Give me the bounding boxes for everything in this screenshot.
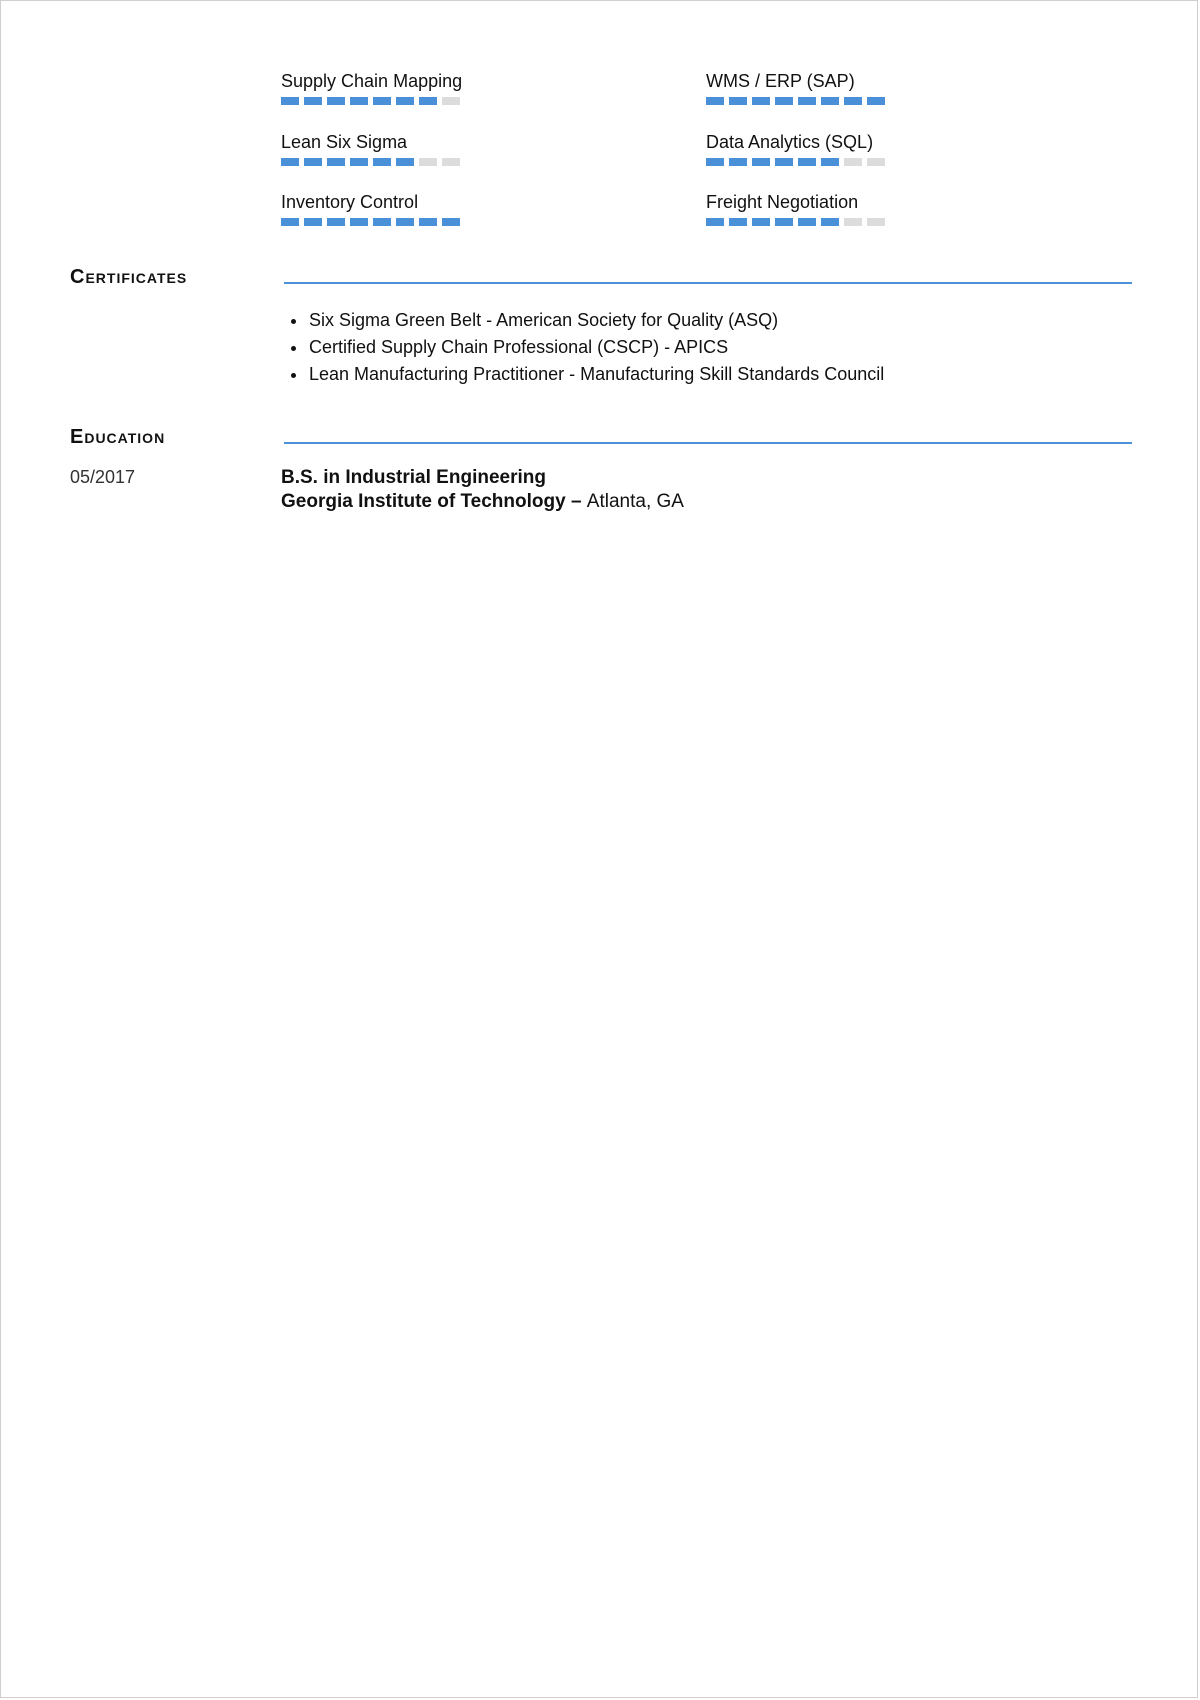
rating-segment-filled <box>844 97 862 105</box>
rating-segment-filled <box>775 97 793 105</box>
education-divider <box>284 442 1132 444</box>
rating-segment-filled <box>706 158 724 166</box>
rating-segment-filled <box>281 218 299 226</box>
rating-segment-filled <box>327 97 345 105</box>
rating-segment-filled <box>396 97 414 105</box>
rating-segment-filled <box>373 218 391 226</box>
skill-item <box>706 70 946 105</box>
education-separator: – <box>565 491 587 512</box>
skill-label: WMS / ERP (SAP) <box>706 71 855 91</box>
rating-segment-filled <box>419 97 437 105</box>
rating-segment-filled <box>396 158 414 166</box>
rating-segment-filled <box>304 218 322 226</box>
certificate-item: • Certified Supply Chain Professional (CSCP) - APICS <box>308 334 1128 361</box>
rating-segment-filled <box>373 158 391 166</box>
skill-item <box>281 70 521 105</box>
skill-rating-bar <box>706 218 946 226</box>
rating-segment-filled <box>373 97 391 105</box>
skill-rating-bar <box>706 158 946 166</box>
certificates-heading: Certificates <box>70 266 188 288</box>
skill-item <box>706 131 946 166</box>
rating-segment-filled <box>706 97 724 105</box>
skill-rating-bar <box>281 97 521 105</box>
skill-label: Data Analytics (SQL) <box>706 132 874 152</box>
rating-segment-filled <box>419 218 437 226</box>
rating-segment-filled <box>729 97 747 105</box>
rating-segment-filled <box>752 158 770 166</box>
rating-segment-filled <box>821 158 839 166</box>
education-school-line <box>281 490 684 514</box>
rating-segment-filled <box>867 97 885 105</box>
skill-rating-bar <box>281 218 521 226</box>
rating-segment-filled <box>729 218 747 226</box>
rating-segment-filled <box>327 158 345 166</box>
rating-segment-filled <box>821 97 839 105</box>
rating-segment-filled <box>798 97 816 105</box>
skill-rating-bar <box>706 97 946 105</box>
certificate-item: • Six Sigma Green Belt - American Society for Quality (ASQ) <box>308 307 1128 334</box>
skill-item <box>281 191 521 226</box>
rating-segment-filled <box>729 158 747 166</box>
rating-segment-filled <box>281 158 299 166</box>
rating-segment-filled <box>798 158 816 166</box>
skill-label: Lean Six Sigma <box>281 132 408 152</box>
rating-segment-empty <box>442 158 460 166</box>
rating-segment-filled <box>752 97 770 105</box>
skill-label: Supply Chain Mapping <box>281 71 463 91</box>
education-degree: B.S. in Industrial Engineering <box>281 467 546 488</box>
rating-segment-empty <box>844 158 862 166</box>
rating-segment-filled <box>281 97 299 105</box>
rating-segment-empty <box>419 158 437 166</box>
rating-segment-filled <box>350 158 368 166</box>
rating-segment-filled <box>798 218 816 226</box>
rating-segment-filled <box>350 97 368 105</box>
rating-segment-filled <box>304 158 322 166</box>
rating-segment-filled <box>706 218 724 226</box>
rating-segment-filled <box>396 218 414 226</box>
rating-segment-filled <box>775 158 793 166</box>
rating-segment-empty <box>867 158 885 166</box>
skill-item <box>281 131 521 166</box>
rating-segment-filled <box>821 218 839 226</box>
rating-segment-empty <box>867 218 885 226</box>
rating-segment-filled <box>327 218 345 226</box>
rating-segment-filled <box>775 218 793 226</box>
education-heading: Education <box>70 426 166 448</box>
certificate-item: • Lean Manufacturing Practitioner - Manufacturing Skill Standards Council <box>308 361 1128 388</box>
education-date: 05/2017 <box>70 467 136 487</box>
certificates-divider <box>284 282 1132 284</box>
education-location: Atlanta, GA <box>586 491 684 512</box>
certificates-list <box>281 307 1128 388</box>
skill-item <box>706 191 946 226</box>
skill-label: Inventory Control <box>281 192 419 212</box>
rating-segment-filled <box>304 97 322 105</box>
rating-segment-filled <box>350 218 368 226</box>
skill-label: Freight Negotiation <box>706 192 859 212</box>
rating-segment-empty <box>442 97 460 105</box>
rating-segment-empty <box>844 218 862 226</box>
rating-segment-filled <box>442 218 460 226</box>
skill-rating-bar <box>281 158 521 166</box>
rating-segment-filled <box>752 218 770 226</box>
education-school: Georgia Institute of Technology <box>281 491 566 512</box>
